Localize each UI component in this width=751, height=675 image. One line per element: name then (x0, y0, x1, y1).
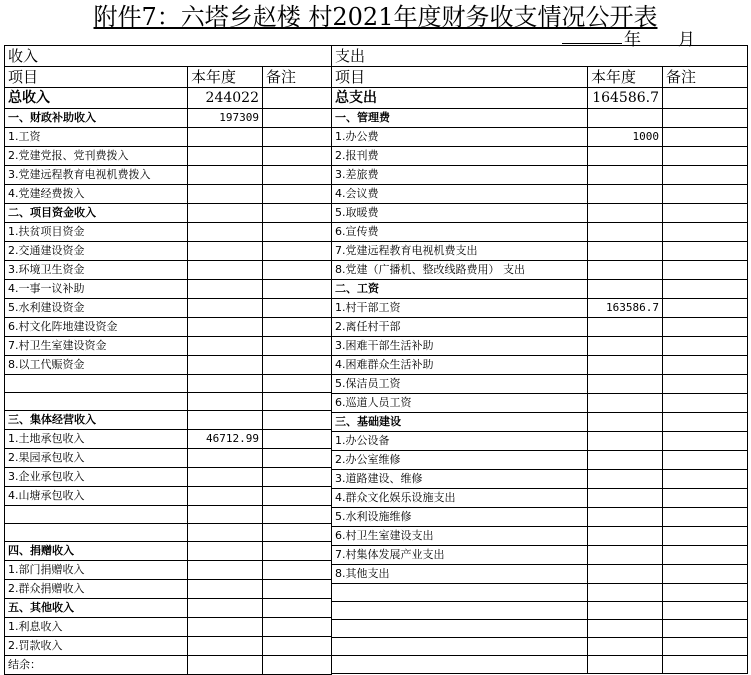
expense-row-amount[interactable] (588, 489, 663, 508)
income-row-item[interactable]: 7.村卫生室建设资金 (5, 337, 188, 356)
income-row-amount[interactable] (188, 561, 263, 580)
expense-row-amount[interactable] (588, 394, 663, 413)
income-row-item[interactable]: 1.利息收入 (5, 618, 188, 637)
expense-row-item[interactable] (332, 620, 588, 638)
expense-row-item[interactable]: 4.会议费 (332, 185, 588, 204)
expense-row-note[interactable] (663, 470, 748, 489)
income-row-amount[interactable] (188, 393, 263, 411)
income-row (5, 242, 332, 261)
expense-row (332, 451, 748, 470)
income-row-amount[interactable] (188, 580, 263, 599)
income-row-amount[interactable]: 46712.99 (188, 430, 263, 449)
expense-row-note[interactable] (663, 638, 748, 656)
income-row-note[interactable] (263, 375, 332, 393)
expense-row-item[interactable]: 3.道路建设、维修 (332, 470, 588, 489)
expense-row (332, 147, 748, 166)
income-row (5, 487, 332, 506)
income-row-item[interactable]: 2.果园承包收入 (5, 449, 188, 468)
income-row (5, 449, 332, 468)
income-row-note[interactable] (263, 147, 332, 166)
income-row (5, 318, 332, 337)
expense-row-amount[interactable] (588, 204, 663, 223)
expense-row (332, 204, 748, 223)
expense-row-note[interactable] (663, 413, 748, 432)
income-row (5, 599, 332, 618)
page-title: 附件7：六塔乡赵楼 村2021年度财务收支情况公开表 (93, 3, 658, 31)
expense-row-amount[interactable] (588, 337, 663, 356)
income-header-note[interactable]: 备注 (263, 67, 332, 88)
expense-row-item[interactable]: 7.党建远程教育电视机费支出 (332, 242, 588, 261)
income-row (5, 261, 332, 280)
income-row-amount[interactable] (188, 280, 263, 299)
expense-row-note[interactable] (663, 565, 748, 584)
expense-row-item[interactable] (332, 656, 588, 674)
expense-row-note[interactable] (663, 656, 748, 674)
expense-section-row (332, 46, 748, 67)
expense-total-label[interactable]: 总支出 (332, 88, 588, 109)
income-row-item[interactable] (5, 524, 188, 542)
expense-header-amount[interactable]: 本年度 (588, 67, 663, 88)
income-row-amount[interactable] (188, 618, 263, 637)
income-row-item[interactable]: 1.土地承包收入 (5, 430, 188, 449)
expense-row-item[interactable]: 二、工资 (332, 280, 588, 299)
expense-row-item[interactable]: 8.其他支出 (332, 565, 588, 584)
expense-row-item[interactable]: 1.办公费 (332, 128, 588, 147)
expense-row-amount[interactable] (588, 620, 663, 638)
income-header-row (5, 67, 332, 88)
expense-row (332, 242, 748, 261)
income-row-amount[interactable] (188, 356, 263, 375)
expense-row-amount[interactable] (588, 602, 663, 620)
expense-section-title[interactable]: 支出 (332, 46, 748, 67)
income-row-amount[interactable] (188, 318, 263, 337)
income-row-item[interactable]: 2.党建党报、党刊费拨入 (5, 147, 188, 166)
expense-row (332, 223, 748, 242)
date-row (4, 27, 747, 50)
expense-row-item[interactable]: 2.报刊费 (332, 147, 588, 166)
expense-row (332, 565, 748, 584)
expense-row (332, 337, 748, 356)
expense-row-note[interactable] (663, 337, 748, 356)
income-total-note[interactable] (263, 88, 332, 109)
expense-row (332, 656, 748, 674)
income-row-note[interactable] (263, 356, 332, 375)
expense-row-item[interactable]: 1.办公设备 (332, 432, 588, 451)
income-row-item[interactable]: 1.工资 (5, 128, 188, 147)
expense-row-item[interactable]: 1.村干部工资 (332, 299, 588, 318)
income-row (5, 506, 332, 524)
expense-row-item[interactable]: 7.村集体发展产业支出 (332, 546, 588, 565)
income-row (5, 468, 332, 487)
expense-row-item[interactable]: 6.村卫生室建设支出 (332, 527, 588, 546)
expense-row-amount[interactable]: 1000 (588, 128, 663, 147)
income-row (5, 430, 332, 449)
expense-row-item[interactable]: 3.差旅费 (332, 166, 588, 185)
expense-row (332, 375, 748, 394)
income-row-note[interactable] (263, 506, 332, 524)
income-row (5, 147, 332, 166)
expense-total-row (332, 88, 748, 109)
expense-row-amount[interactable] (588, 280, 663, 299)
date-blank-line (562, 43, 622, 44)
expense-row-item[interactable]: 5.水利设施维修 (332, 508, 588, 527)
income-row-note[interactable] (263, 599, 332, 618)
income-row (5, 375, 332, 393)
income-row-item[interactable]: 一、财政补助收入 (5, 109, 188, 128)
income-row (5, 128, 332, 147)
expense-row-note[interactable] (663, 185, 748, 204)
expense-row-note[interactable] (663, 147, 748, 166)
expense-row-note[interactable] (663, 546, 748, 565)
income-header-amount[interactable]: 本年度 (188, 67, 263, 88)
income-row-item[interactable]: 五、其他收入 (5, 599, 188, 618)
income-row (5, 524, 332, 542)
income-row-item[interactable]: 4.一事一议补助 (5, 280, 188, 299)
expense-row-note[interactable] (663, 356, 748, 375)
expense-row (332, 109, 748, 128)
expense-row (332, 432, 748, 451)
expense-row-note[interactable] (663, 204, 748, 223)
expense-row-item[interactable] (332, 584, 588, 602)
income-section-row (5, 46, 332, 67)
expense-row-amount[interactable] (588, 656, 663, 674)
expense-row (332, 546, 748, 565)
expense-row (332, 470, 748, 489)
expense-row (332, 280, 748, 299)
income-table (4, 45, 332, 675)
expense-row (332, 356, 748, 375)
income-row-item[interactable] (5, 375, 188, 393)
expense-row (332, 128, 748, 147)
expense-row-amount[interactable] (588, 375, 663, 394)
date-year-label: 年 (624, 30, 641, 50)
income-row (5, 204, 332, 223)
income-row-amount[interactable] (188, 204, 263, 223)
expense-row-note[interactable] (663, 223, 748, 242)
expense-row-amount[interactable] (588, 356, 663, 375)
income-row-note[interactable] (263, 542, 332, 561)
income-row-amount[interactable] (188, 185, 263, 204)
expense-row-note[interactable] (663, 375, 748, 394)
income-row-item[interactable]: 结余： (5, 656, 188, 675)
income-row (5, 223, 332, 242)
income-row (5, 542, 332, 561)
income-row-note[interactable] (263, 468, 332, 487)
expense-row-item[interactable]: 5.取暖费 (332, 204, 588, 223)
expense-total-note[interactable] (663, 88, 748, 109)
expense-row-amount[interactable] (588, 223, 663, 242)
expense-header-note[interactable]: 备注 (663, 67, 748, 88)
expense-row (332, 299, 748, 318)
expense-row-item[interactable]: 三、基础建设 (332, 413, 588, 432)
expense-row-item[interactable]: 3.困难干部生活补助 (332, 337, 588, 356)
expense-row-amount[interactable] (588, 185, 663, 204)
income-section-title[interactable]: 收入 (5, 46, 332, 67)
income-row-amount[interactable] (188, 449, 263, 468)
expense-row-item[interactable]: 2.办公室维修 (332, 451, 588, 470)
expense-row-amount[interactable] (588, 584, 663, 602)
expense-row-item[interactable]: 一、管理费 (332, 109, 588, 128)
income-row-item[interactable]: 3.环境卫生资金 (5, 261, 188, 280)
expense-row-item[interactable]: 6.宣传费 (332, 223, 588, 242)
income-row-amount[interactable] (188, 411, 263, 430)
income-row-note[interactable] (263, 637, 332, 656)
income-row-note[interactable] (263, 242, 332, 261)
income-row-item[interactable]: 1.扶贫项目资金 (5, 223, 188, 242)
expense-row-amount[interactable] (588, 413, 663, 432)
expense-row (332, 318, 748, 337)
income-row (5, 356, 332, 375)
income-row (5, 337, 332, 356)
income-row-item[interactable]: 2.罚款收入 (5, 637, 188, 656)
expense-row (332, 185, 748, 204)
expense-row-note[interactable] (663, 109, 748, 128)
expense-header-item[interactable]: 项目 (332, 67, 588, 88)
income-row-item[interactable]: 8.以工代赈资金 (5, 356, 188, 375)
expense-row-item[interactable]: 4.群众文化娱乐设施支出 (332, 489, 588, 508)
income-row-amount[interactable] (188, 147, 263, 166)
income-total-amount[interactable]: 244022 (188, 88, 263, 109)
expense-row-amount[interactable] (588, 166, 663, 185)
expense-row-item[interactable]: 8.党建（广播机、整改线路费用） 支出 (332, 261, 588, 280)
income-row-item[interactable] (5, 393, 188, 411)
expense-row-amount[interactable] (588, 565, 663, 584)
income-row-amount[interactable] (188, 599, 263, 618)
income-row-amount[interactable] (188, 656, 263, 675)
income-row-item[interactable]: 2.交通建设资金 (5, 242, 188, 261)
income-row-note[interactable] (263, 280, 332, 299)
income-row (5, 411, 332, 430)
income-row-note[interactable] (263, 411, 332, 430)
expense-row-amount[interactable] (588, 546, 663, 565)
income-row (5, 618, 332, 637)
income-row-note[interactable] (263, 449, 332, 468)
expense-row-amount[interactable] (588, 432, 663, 451)
income-row-amount[interactable] (188, 166, 263, 185)
income-row (5, 637, 332, 656)
expense-row-item[interactable]: 2.离任村干部 (332, 318, 588, 337)
income-row-note[interactable] (263, 166, 332, 185)
expense-row-note[interactable] (663, 242, 748, 261)
income-row-amount[interactable] (188, 337, 263, 356)
expense-row-amount[interactable] (588, 261, 663, 280)
expense-row (332, 638, 748, 656)
expense-row-amount[interactable] (588, 451, 663, 470)
income-row-amount[interactable] (188, 468, 263, 487)
expense-row-note[interactable] (663, 128, 748, 147)
expense-row (332, 508, 748, 527)
expense-row-item[interactable]: 5.保洁员工资 (332, 375, 588, 394)
income-row-amount[interactable] (188, 128, 263, 147)
expense-table (331, 45, 748, 674)
income-row-item[interactable]: 3.企业承包收入 (5, 468, 188, 487)
expense-row-note[interactable] (663, 261, 748, 280)
income-row (5, 393, 332, 411)
expense-row (332, 261, 748, 280)
income-row-item[interactable]: 5.水利建设资金 (5, 299, 188, 318)
expense-row-note[interactable] (663, 280, 748, 299)
income-row-note[interactable] (263, 337, 332, 356)
income-row-note[interactable] (263, 430, 332, 449)
expense-row-item[interactable]: 4.困难群众生活补助 (332, 356, 588, 375)
income-row (5, 166, 332, 185)
income-row-item[interactable]: 4.山塘承包收入 (5, 487, 188, 506)
spreadsheet (4, 0, 747, 671)
income-row-note[interactable] (263, 261, 332, 280)
expense-row-amount[interactable] (588, 109, 663, 128)
expense-row-amount[interactable] (588, 527, 663, 546)
expense-row-note[interactable] (663, 489, 748, 508)
expense-row (332, 527, 748, 546)
income-row-note[interactable] (263, 393, 332, 411)
expense-row-note[interactable] (663, 166, 748, 185)
expense-row-note[interactable] (663, 584, 748, 602)
income-row (5, 580, 332, 599)
expense-row (332, 602, 748, 620)
income-row-item[interactable]: 四、捐赠收入 (5, 542, 188, 561)
income-row-note[interactable] (263, 223, 332, 242)
income-row-note[interactable] (263, 487, 332, 506)
income-row (5, 109, 332, 128)
expense-row-amount[interactable] (588, 470, 663, 489)
expense-row-note[interactable] (663, 318, 748, 337)
expense-row-amount[interactable] (588, 638, 663, 656)
expense-row-note[interactable] (663, 620, 748, 638)
income-row-note[interactable] (263, 618, 332, 637)
expense-row (332, 166, 748, 185)
income-row-note[interactable] (263, 109, 332, 128)
income-row-amount[interactable] (188, 487, 263, 506)
income-row-item[interactable] (5, 506, 188, 524)
income-row-item[interactable]: 6.村文化阵地建设资金 (5, 318, 188, 337)
income-row-amount[interactable] (188, 299, 263, 318)
income-row-note[interactable] (263, 524, 332, 542)
expense-row-note[interactable] (663, 602, 748, 620)
expense-row-amount[interactable] (588, 318, 663, 337)
income-row-amount[interactable] (188, 542, 263, 561)
date-month-label: 月 (678, 30, 695, 50)
income-row-amount[interactable]: 197309 (188, 109, 263, 128)
expense-row-amount[interactable] (588, 508, 663, 527)
expense-row-item[interactable] (332, 602, 588, 620)
expense-row-amount[interactable]: 163586.7 (588, 299, 663, 318)
expense-row-note[interactable] (663, 432, 748, 451)
income-row-item[interactable]: 4.党建经费拨入 (5, 185, 188, 204)
expense-header-row (332, 67, 748, 88)
expense-row (332, 620, 748, 638)
income-row-note[interactable] (263, 580, 332, 599)
income-row (5, 299, 332, 318)
income-row (5, 280, 332, 299)
expense-row-note[interactable] (663, 394, 748, 413)
expense-row-note[interactable] (663, 508, 748, 527)
income-row-item[interactable]: 三、集体经营收入 (5, 411, 188, 430)
income-row-amount[interactable] (188, 375, 263, 393)
expense-row-amount[interactable] (588, 147, 663, 166)
expense-row-note[interactable] (663, 527, 748, 546)
income-row-note[interactable] (263, 204, 332, 223)
income-row-amount[interactable] (188, 223, 263, 242)
expense-row (332, 584, 748, 602)
income-row-amount[interactable] (188, 242, 263, 261)
income-row (5, 185, 332, 204)
income-row-note[interactable] (263, 656, 332, 675)
expense-row-amount[interactable] (588, 242, 663, 261)
income-row-note[interactable] (263, 185, 332, 204)
expense-row-item[interactable] (332, 638, 588, 656)
income-row-item[interactable]: 1.部门捐赠收入 (5, 561, 188, 580)
income-row (5, 561, 332, 580)
income-row-amount[interactable] (188, 506, 263, 524)
income-row (5, 656, 332, 675)
income-row-amount[interactable] (188, 261, 263, 280)
expense-row-item[interactable]: 6.巡道人员工资 (332, 394, 588, 413)
income-total-row (5, 88, 332, 109)
expense-row-note[interactable] (663, 451, 748, 470)
income-row-note[interactable] (263, 561, 332, 580)
expense-total-amount[interactable]: 164586.7 (588, 88, 663, 109)
income-header-item[interactable]: 项目 (5, 67, 188, 88)
income-row-note[interactable] (263, 128, 332, 147)
expense-row (332, 394, 748, 413)
income-row-item[interactable]: 2.群众捐赠收入 (5, 580, 188, 599)
income-row-amount[interactable] (188, 524, 263, 542)
income-total-label[interactable]: 总收入 (5, 88, 188, 109)
income-row-item[interactable]: 3.党建远程教育电视机费拨入 (5, 166, 188, 185)
income-row-amount[interactable] (188, 637, 263, 656)
expense-row (332, 489, 748, 508)
income-row-note[interactable] (263, 299, 332, 318)
expense-row (332, 413, 748, 432)
income-row-note[interactable] (263, 318, 332, 337)
income-row-item[interactable]: 二、项目资金收入 (5, 204, 188, 223)
expense-row-note[interactable] (663, 299, 748, 318)
